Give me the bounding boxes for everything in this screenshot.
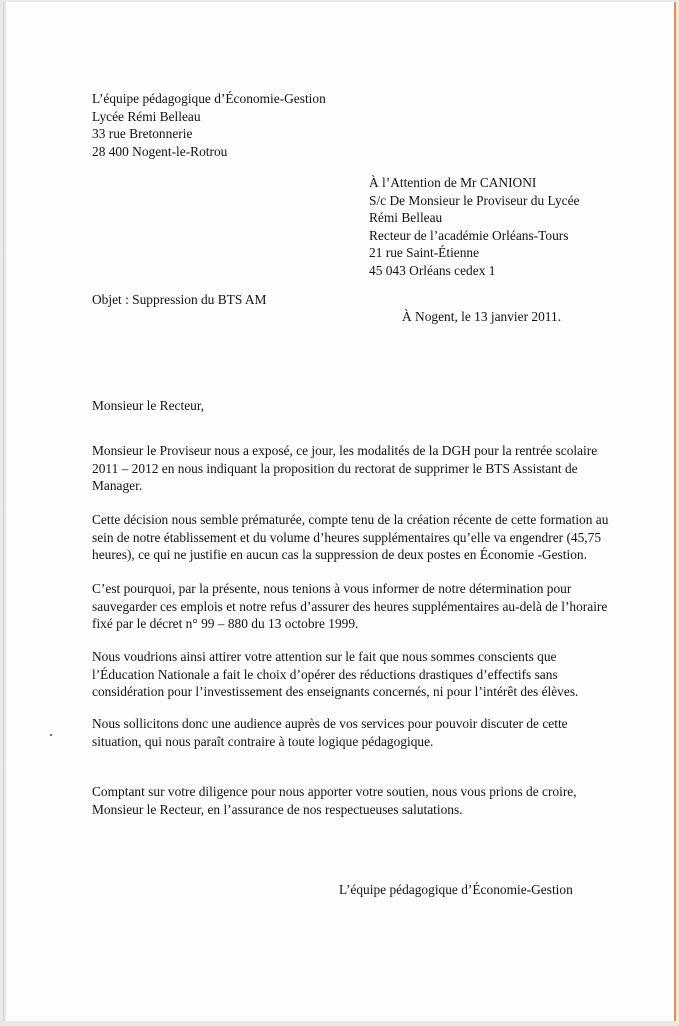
salutation: Monsieur le Recteur, (92, 398, 205, 413)
sender-line: L’équipe pédagogique d’Économie-Gestion (92, 91, 326, 106)
sender-line: Lycée Rémi Belleau (92, 108, 201, 124)
scan-speck (50, 734, 52, 736)
paragraph-line: situation, qui nous paraît contraire à toute logique pédagogique. (92, 733, 434, 749)
closing-paragraph (92, 783, 577, 818)
body-paragraph (92, 511, 608, 564)
scan-edge (3, 2, 7, 1021)
subject-line: Objet : Suppression du BTS AM (92, 292, 267, 307)
paragraph-line: heures), ce qui ne justifie en aucun cas la suppression de deux postes en Économie -Gestion. (92, 547, 587, 563)
sender-line: 28 400 Nogent-le-Rotrou (92, 143, 228, 159)
paragraph-line: fixé par le décret n° 99 – 880 du 13 octobre 1999. (92, 616, 359, 632)
paragraph-line: Manager. (92, 478, 143, 494)
recipient-address (369, 174, 579, 280)
body-paragraph (92, 715, 568, 750)
sender-line: 33 rue Bretonnerie (92, 126, 193, 142)
paragraph-line: Nous sollicitons donc une audience auprès de vos services pour pouvoir discuter de cette (92, 716, 568, 731)
recipient-line: 21 rue Saint-Étienne (369, 245, 480, 261)
paragraph-line: considération pour l’investissement des enseignants concernés, ni pour l’intérêt des élèves. (92, 684, 579, 700)
sender-address (92, 90, 326, 160)
paragraph-line: l’Éducation Nationale a fait le choix d’opérer des réductions drastiques d’effectifs sans (92, 666, 558, 682)
body-paragraph (92, 648, 578, 701)
recipient-line: 45 043 Orléans cedex 1 (369, 262, 496, 278)
recipient-line: Recteur de l’académie Orléans-Tours (369, 227, 569, 243)
paragraph-line: sein de notre établissement et du volume d’heures supplémentaires qu’elle va engendrer (45,75 (92, 529, 602, 545)
paragraph-line: Monsieur le Proviseur nous a exposé, ce jour, les modalités de la DGH pour la rentrée scolaire (92, 443, 598, 458)
paragraph-line: Nous voudrions ainsi attirer votre attention sur le fait que nous sommes conscients que (92, 649, 557, 664)
body-paragraph (92, 580, 607, 633)
signature: L’équipe pédagogique d’Économie-Gestion (339, 882, 573, 897)
paragraph-line: Cette décision nous semble prématurée, compte tenu de la création récente de cette formation au (92, 512, 609, 527)
recipient-line: À l’Attention de Mr CANIONI (369, 175, 537, 190)
paragraph-line: Monsieur le Recteur, en l’assurance de nos respectueuses salutations. (92, 801, 463, 817)
recipient-line: Rémi Belleau (369, 210, 443, 226)
paragraph-line: C’est pourquoi, par la présente, nous tenions à vous informer de notre détermination pour (92, 581, 572, 596)
recipient-line: S/c De Monsieur le Proviseur du Lycée (369, 192, 580, 208)
paragraph-line: 2011 – 2012 en nous indiquant la proposition du rectorat de supprimer le BTS Assistant de (92, 460, 578, 476)
letter-page (3, 2, 676, 1021)
paragraph-line: sauvegarder ces emplois et notre refus d’assurer des heures supplémentaires au-delà de l’horaire (92, 598, 608, 614)
body-paragraph (92, 442, 597, 495)
paragraph-line: Comptant sur votre diligence pour nous apporter votre soutien, nous vous prions de croire, (92, 784, 577, 799)
date-line: À Nogent, le 13 janvier 2011. (402, 309, 562, 324)
